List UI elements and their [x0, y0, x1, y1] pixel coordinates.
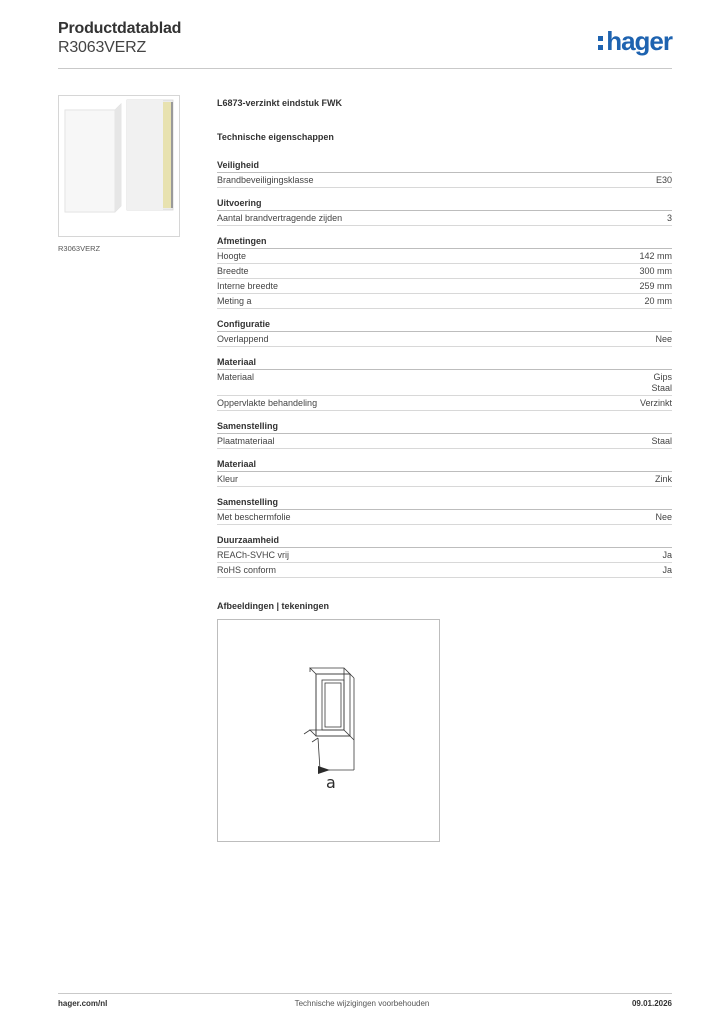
spec-row	[217, 264, 672, 279]
spec-row	[217, 510, 672, 525]
logo-text: hager	[606, 26, 672, 56]
spec-value	[651, 372, 672, 394]
spec-value-line: Ja	[662, 550, 672, 560]
spec-group-title: Duurzaamheid	[217, 535, 672, 548]
drawings-title: Afbeeldingen | tekeningen	[217, 601, 330, 611]
spec-value	[655, 334, 672, 345]
spec-groups	[217, 160, 672, 578]
hager-logo	[598, 26, 672, 56]
spec-row	[217, 249, 672, 264]
spec-label: Materiaal	[217, 372, 255, 382]
product-name: L6873-verzinkt eindstuk FWK	[217, 98, 343, 108]
spec-label: Interne breedte	[217, 281, 279, 291]
spec-label: Brandbeveiligingsklasse	[217, 175, 314, 185]
footer-divider	[58, 993, 672, 994]
spec-value	[639, 266, 672, 277]
spec-value	[655, 474, 672, 485]
spec-value	[667, 213, 672, 224]
spec-row	[217, 173, 672, 188]
spec-label: RoHS conform	[217, 565, 277, 575]
spec-value	[639, 281, 672, 292]
spec-label: Oppervlakte behandeling	[217, 398, 318, 408]
spec-value-line: 300 mm	[639, 266, 672, 276]
spec-group-title: Materiaal	[217, 357, 672, 370]
spec-row	[217, 294, 672, 309]
spec-label: Hoogte	[217, 251, 247, 261]
specs-heading: Technische eigenschappen	[217, 132, 334, 142]
spec-value-line: Ja	[662, 565, 672, 575]
spec-group-title: Materiaal	[217, 459, 672, 472]
product-code: R3063VERZ	[58, 39, 147, 56]
spec-row	[217, 332, 672, 347]
spec-value-line: E30	[655, 175, 672, 185]
spec-label: Met beschermfolie	[217, 512, 291, 522]
dimension-drawing-icon	[218, 620, 439, 841]
spec-value-line: Nee	[655, 334, 672, 344]
spec-row	[217, 279, 672, 294]
spec-group-title: Samenstelling	[217, 421, 672, 434]
spec-label: Aantal brandvertragende zijden	[217, 213, 343, 223]
spec-value	[656, 175, 672, 186]
spec-value	[640, 398, 672, 409]
logo-mark-icon	[598, 36, 603, 50]
footer-website-link[interactable]: hager.com/nl	[58, 999, 108, 1008]
spec-value-line: 259 mm	[639, 281, 672, 291]
spec-group-title: Samenstelling	[217, 497, 672, 510]
spec-group-title: Veiligheid	[217, 160, 672, 173]
spec-row	[217, 548, 672, 563]
spec-group-title: Afmetingen	[217, 236, 672, 249]
spec-value-line: Zink	[654, 474, 672, 484]
spec-value-line: Verzinkt	[639, 398, 672, 408]
spec-value	[639, 251, 672, 262]
technical-drawing	[217, 619, 440, 842]
spec-value-line: Staal	[651, 436, 672, 446]
document-title: Productdatablad	[58, 20, 182, 37]
spec-label: Kleur	[217, 474, 239, 484]
dimension-label: a	[326, 773, 336, 792]
header-divider	[58, 68, 672, 69]
spec-label: REACh-SVHC vrij	[217, 550, 290, 560]
product-image-icon	[59, 96, 179, 236]
spec-content	[217, 98, 672, 578]
spec-value	[644, 296, 672, 307]
spec-label: Plaatmateriaal	[217, 436, 275, 446]
spec-value-line: 20 mm	[644, 296, 672, 306]
footer-disclaimer: Technische wijzigingen voorbehouden	[294, 999, 430, 1008]
footer-date: 09.01.2026	[631, 999, 672, 1008]
spec-value	[651, 436, 672, 447]
spec-value-line: 142 mm	[639, 251, 672, 261]
spec-value	[655, 512, 672, 523]
spec-group-title: Configuratie	[217, 319, 672, 332]
spec-value-line: Gips	[653, 372, 672, 382]
spec-label: Meting a	[217, 296, 252, 306]
spec-row	[217, 472, 672, 487]
spec-row	[217, 211, 672, 226]
spec-label: Breedte	[217, 266, 249, 276]
spec-value-line: Nee	[655, 512, 672, 522]
spec-value	[662, 565, 672, 576]
spec-row	[217, 396, 672, 411]
product-photo	[58, 95, 180, 237]
spec-value	[662, 550, 672, 561]
photo-caption: R3063VERZ	[58, 244, 101, 253]
spec-value-line: Staal	[651, 383, 672, 393]
spec-row	[217, 563, 672, 578]
spec-label: Overlappend	[217, 334, 269, 344]
spec-row	[217, 370, 672, 396]
spec-group-title: Uitvoering	[217, 198, 672, 211]
spec-value-line: 3	[666, 213, 672, 223]
spec-row	[217, 434, 672, 449]
